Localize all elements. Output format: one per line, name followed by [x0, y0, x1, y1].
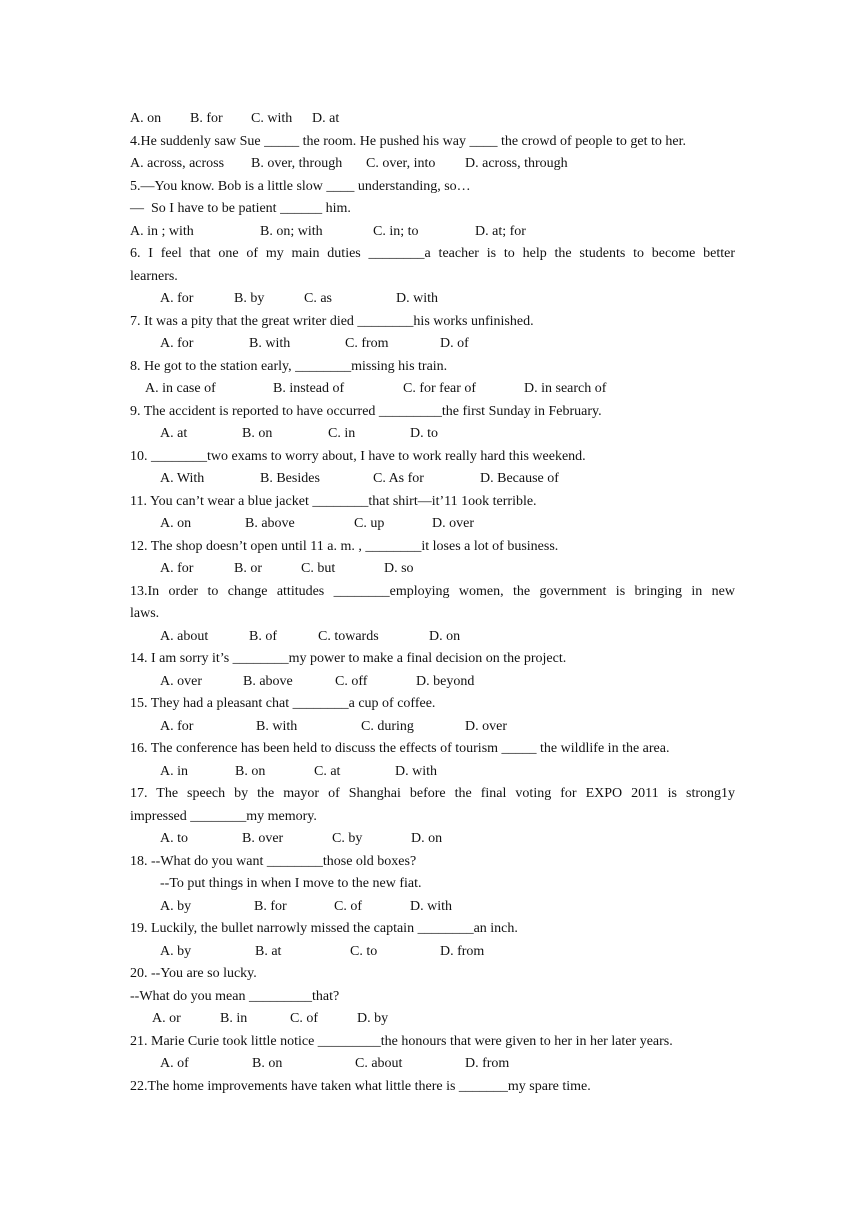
answer-option: D. at — [312, 111, 340, 126]
answer-options — [130, 221, 735, 244]
answer-option: D. beyond — [416, 673, 475, 689]
question-text: 18. --What do you want ________those old boxes? — [130, 853, 417, 869]
answer-options — [160, 558, 735, 581]
answer-options — [160, 941, 735, 964]
answer-option: A. in case of — [145, 381, 216, 396]
answer-option: D. on — [411, 831, 443, 846]
question-text-line: impressed ________my memory. — [130, 808, 317, 824]
answer-option: B. above — [245, 516, 295, 531]
answer-option: C. about — [355, 1056, 403, 1071]
answer-option: D. across, through — [465, 156, 568, 171]
answer-option: B. on — [235, 763, 266, 779]
question-text: 19. Luckily, the bullet narrowly missed the captain ________an inch. — [130, 921, 518, 936]
answer-option: B. Besides — [260, 471, 320, 486]
question-text: 5.—You know. Bob is a little slow ____ understanding, so… — [130, 178, 471, 194]
answer-option: D. in search of — [524, 381, 607, 396]
answer-option: B. in — [220, 1011, 248, 1026]
question-text-line: 13.In order to change attitudes ________employing women, the government is bringing in new — [130, 583, 735, 599]
answer-option: B. with — [256, 718, 298, 734]
answer-option: A. by — [160, 898, 192, 914]
answer-option: A. in ; with — [130, 223, 194, 239]
answer-option: A. on — [160, 516, 192, 531]
answer-option: A. for — [160, 291, 194, 306]
answer-option: C. towards — [318, 628, 379, 644]
answer-option: A. to — [160, 831, 188, 846]
answer-option: C. by — [332, 831, 363, 846]
question-text: 8. He got to the station early, ________missing his train. — [130, 358, 448, 374]
answer-option: C. in; to — [373, 223, 419, 239]
question-text: 22.The home improvements have taken what little there is _______my spare time. — [130, 1078, 591, 1094]
answer-option: C. up — [354, 516, 385, 531]
question-text: 12. The shop doesn’t open until 11 a. m. , ________it loses a lot of business. — [130, 538, 559, 554]
answer-option: C. as — [304, 291, 332, 306]
answer-option: D. from — [440, 943, 485, 959]
question-text: 16. The conference has been held to discuss the effects of tourism _____ the wildlife in the area. — [130, 741, 670, 756]
answer-option: D. with — [410, 898, 452, 914]
answer-option: A. by — [160, 943, 192, 959]
answer-option: D. by — [357, 1011, 389, 1026]
answer-options — [160, 288, 735, 311]
answer-option: C. with — [251, 111, 293, 126]
document-body — [130, 108, 735, 1098]
question-text — [130, 783, 735, 828]
answer-option: B. on; with — [260, 223, 323, 239]
answer-options — [160, 1053, 735, 1076]
answer-option: D. with — [395, 763, 437, 779]
answer-options — [160, 333, 735, 356]
answer-options — [160, 761, 735, 784]
question-text: 15. They had a pleasant chat ________a cup of coffee. — [130, 696, 436, 711]
question-text: --To put things in when I move to the new fiat. — [160, 876, 422, 891]
answer-option: B. over — [242, 831, 284, 846]
answer-option: C. over, into — [366, 156, 436, 171]
answer-options — [160, 423, 735, 446]
question-text: 14. I am sorry it’s ________my power to make a final decision on the project. — [130, 651, 567, 666]
question-text: 11. You can’t wear a blue jacket ________that shirt—it’11 1ook terrible. — [130, 493, 537, 509]
answer-option: B. on — [242, 426, 273, 441]
question-text-line: 17. The speech by the mayor of Shanghai before the final voting for EXPO 2011 is strong1y — [130, 786, 735, 801]
answer-option: C. at — [314, 763, 341, 779]
answer-option: C. to — [350, 943, 378, 959]
question-text: --What do you mean _________that? — [130, 988, 340, 1004]
answer-option: A. about — [160, 628, 209, 644]
answer-option: A. over — [160, 673, 202, 689]
answer-option: D. at; for — [475, 223, 526, 239]
answer-option: D. from — [465, 1056, 510, 1071]
answer-option: B. by — [234, 291, 265, 306]
answer-option: D. over — [465, 718, 507, 734]
answer-option: A. on — [130, 111, 162, 126]
answer-option: A. at — [160, 426, 188, 441]
question-text: — So I have to be patient ______ him. — [130, 201, 351, 216]
answer-option: A. in — [160, 763, 188, 779]
answer-option: A. of — [160, 1056, 189, 1071]
answer-options — [160, 513, 735, 536]
answer-option: B. instead of — [273, 381, 345, 396]
answer-option: C. of — [334, 898, 362, 914]
answer-option: C. during — [361, 718, 414, 734]
answer-option: A. or — [152, 1011, 181, 1026]
answer-option: C. but — [301, 561, 336, 576]
question-text: 21. Marie Curie took little notice _________the honours that were given to her in her later years. — [130, 1033, 673, 1049]
answer-option: C. off — [335, 673, 368, 689]
answer-option: B. of — [249, 628, 277, 644]
question-text-line: 6. I feel that one of my main duties ________a teacher is to help the students to become better — [130, 246, 735, 261]
answer-option: C. in — [328, 426, 356, 441]
question-text: 9. The accident is reported to have occurred _________the first Sunday in February. — [130, 403, 602, 419]
answer-options — [160, 896, 735, 919]
answer-option: D. on — [429, 628, 461, 644]
answer-option: B. or — [234, 561, 262, 576]
answer-option: A. for — [160, 561, 194, 576]
question-text: 10. ________two exams to worry about, I have to work really hard this weekend. — [130, 448, 586, 464]
answer-option: D. to — [410, 426, 438, 441]
answer-option: C. of — [290, 1011, 318, 1026]
answer-option: A. for — [160, 336, 194, 351]
answer-options — [160, 716, 735, 739]
answer-option: B. on — [252, 1056, 283, 1071]
answer-option: C. for fear of — [403, 381, 477, 396]
answer-option: B. for — [190, 111, 223, 126]
answer-options — [152, 1008, 735, 1031]
answer-options — [160, 468, 735, 491]
answer-option: D. of — [440, 336, 469, 351]
answer-option: A. for — [160, 718, 194, 734]
question-text — [130, 581, 735, 626]
question-text-line: learners. — [130, 268, 178, 284]
question-text: 7. It was a pity that the great writer died ________his works unfinished. — [130, 313, 534, 329]
answer-options — [130, 108, 735, 131]
answer-option: C. from — [345, 336, 389, 351]
answer-option: B. above — [243, 673, 293, 689]
answer-options — [130, 153, 735, 176]
answer-options — [160, 828, 735, 851]
question-text-line: laws. — [130, 606, 160, 621]
question-text — [130, 243, 735, 288]
answer-option: D. so — [384, 561, 414, 576]
answer-options — [145, 378, 735, 401]
answer-option: B. with — [249, 336, 291, 351]
answer-option: A. With — [160, 471, 205, 486]
answer-option: B. over, through — [251, 156, 343, 171]
answer-option: B. for — [254, 898, 287, 914]
answer-options — [160, 671, 735, 694]
answer-option: D. Because of — [480, 471, 559, 486]
answer-option: C. As for — [373, 471, 424, 486]
answer-option: B. at — [255, 943, 282, 959]
answer-option: A. across, across — [130, 156, 225, 171]
answer-option: D. with — [396, 291, 438, 306]
question-text: 4.He suddenly saw Sue _____ the room. He pushed his way ____ the crowd of people to get to her. — [130, 133, 687, 149]
answer-options — [160, 626, 735, 649]
answer-option: D. over — [432, 516, 474, 531]
question-text: 20. --You are so lucky. — [130, 966, 257, 981]
